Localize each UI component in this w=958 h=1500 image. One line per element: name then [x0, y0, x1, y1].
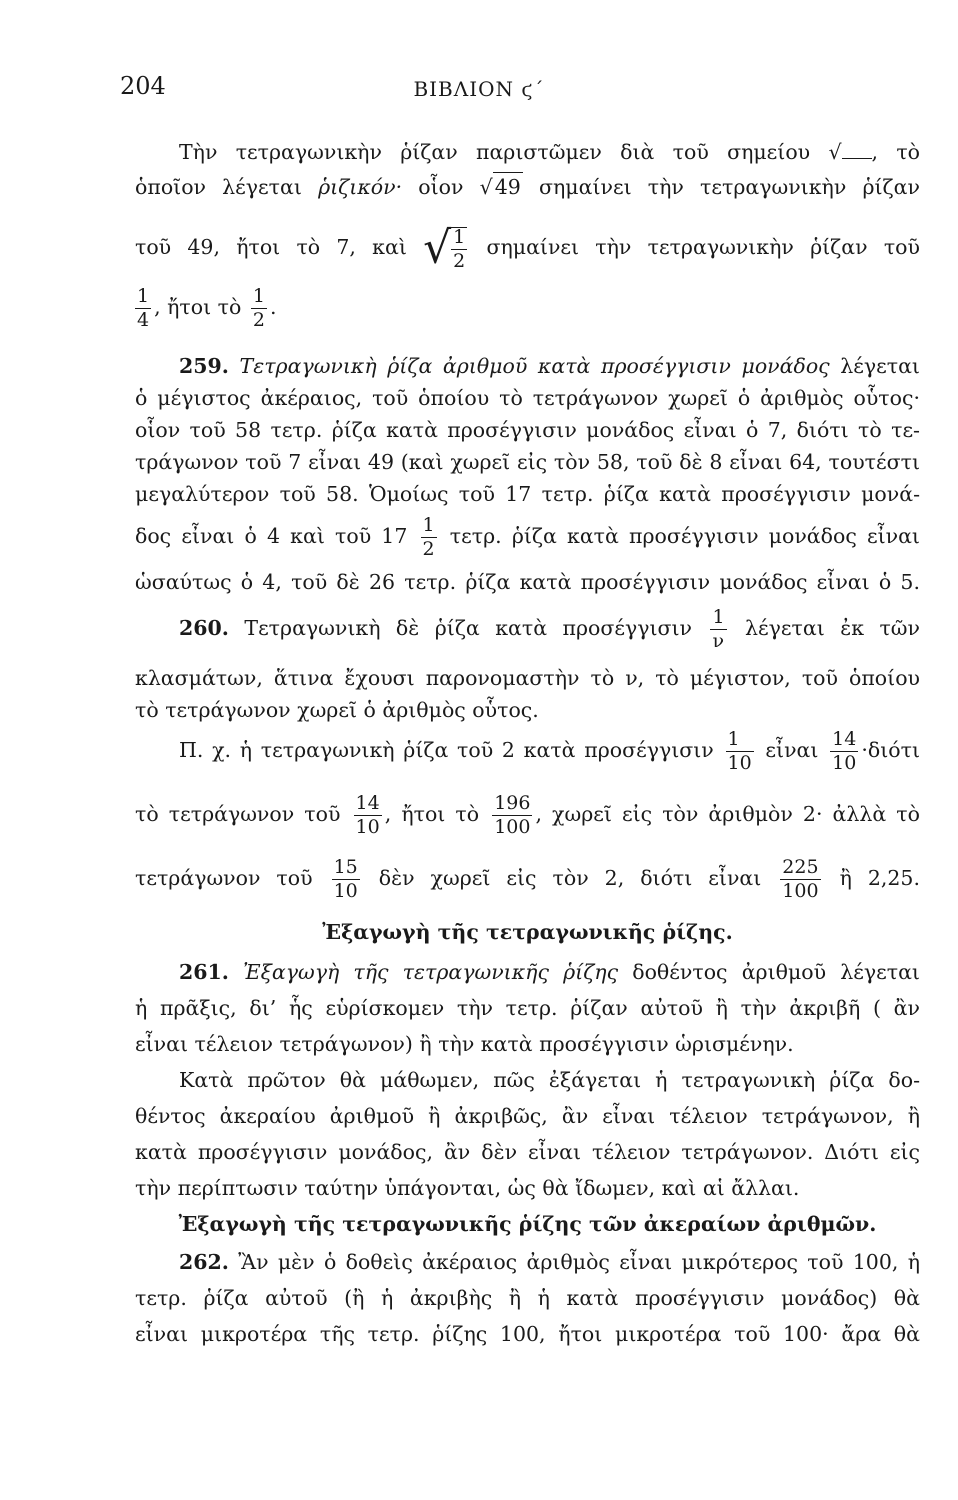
- text-span: λέγεται: [840, 354, 920, 378]
- subheading-integers: Ἐξαγωγὴ τῆς τετραγωνικῆς ῥίζης τῶν ἀκεραίων ἀριθμῶν.: [178, 1212, 877, 1236]
- fraction-denominator: 10: [333, 880, 358, 902]
- text-line-24: κατὰ προσέγγισιν μονάδος, ἂν δὲν εἶναι τέλειον τετράγωνον. Διότι εἰς: [135, 1140, 920, 1164]
- text-line-6: ὁ μέγιστος ἀκέραιος, τοῦ ὁποίου τὸ τετράγωνον χωρεῖ ὁ ἀριθμὸς οὗτος·: [135, 386, 920, 410]
- fraction-denominator: 100: [494, 816, 531, 838]
- text-span: Π. χ. ἡ τετραγωνικὴ ῥίζα τοῦ 2 κατὰ προσέγγισιν: [179, 738, 714, 762]
- fraction-numerator: 1: [726, 730, 754, 752]
- text-line-20: ἡ πρᾶξις, δι’ ἧς εὑρίσκομεν τὴν τετρ. ῥίζαν αὐτοῦ ἢ τὴν ἀκριβῆ ( ἂν: [135, 996, 920, 1020]
- radical-symbol: √: [828, 140, 842, 164]
- text-span: ·διότι: [861, 738, 920, 762]
- italic-definition: Τετραγωνικὴ ῥίζα ἀριθμοῦ κατὰ προσέγγισιν μονάδος: [239, 354, 830, 378]
- text-span: δοθέντος ἀριθμοῦ λέγεται: [632, 960, 920, 984]
- section-number: 262.: [179, 1250, 229, 1274]
- fraction-denominator: ν: [712, 630, 725, 652]
- fraction-denominator: 2: [453, 249, 466, 272]
- text-span: λέγεται ἐκ τῶν: [745, 616, 920, 640]
- radical-symbol: √: [423, 222, 452, 274]
- text-span: δος εἶναι ὁ 4 καὶ τοῦ 17: [135, 524, 408, 548]
- fraction-denominator: 10: [832, 752, 857, 774]
- fraction-numerator: 1: [252, 285, 265, 307]
- text-span: οἷον: [418, 175, 464, 199]
- radical-symbol: √: [479, 175, 493, 199]
- fraction-numerator: 225: [782, 856, 819, 878]
- text-span: ἢ 2,25.: [839, 866, 920, 890]
- section-number: 261.: [179, 960, 229, 984]
- text-span: , τὸ: [871, 140, 920, 164]
- text-span: εἶναι: [765, 738, 819, 762]
- text-span: τετράγωνον τοῦ: [135, 866, 313, 890]
- text-line-8: τράγωνον τοῦ 7 εἶναι 49 (καὶ χωρεῖ εἰς τὸν 58, τοῦ δὲ 8 εἶναι 64, τουτέστι: [135, 450, 920, 474]
- fraction-denominator: 10: [355, 816, 380, 838]
- text-line-3: [135, 222, 920, 274]
- fraction-denominator: 100: [782, 880, 819, 902]
- section-260-heading: [135, 606, 920, 651]
- fraction-numerator: 1: [422, 514, 435, 536]
- page-number: 204: [120, 72, 166, 100]
- text-line-2: [135, 172, 920, 201]
- fraction-denominator: 10: [727, 752, 752, 774]
- text-line-29: εἶναι μικροτέρα τῆς τετρ. ῥίζης 100, ἤτοι μικροτέρα τοῦ 100· ἄρα θὰ: [135, 1322, 920, 1346]
- fraction-numerator: 14: [355, 792, 380, 814]
- subheading-extraction: Ἐξαγωγὴ τῆς τετραγωνικῆς ῥίζης.: [322, 920, 733, 944]
- fraction-denominator: 2: [252, 309, 265, 331]
- fraction-numerator: 15: [333, 856, 358, 878]
- text-line-17: [135, 856, 920, 901]
- section-number: 260.: [179, 616, 229, 640]
- text-line-11: ὡσαύτως ὁ 4, τοῦ δὲ 26 τετρ. ῥίζα κατὰ προσέγγισιν μονάδος εἶναι ὁ 5.: [135, 570, 920, 594]
- text-span: , χωρεῖ εἰς τὸν ἀριθμὸν 2· ἀλλὰ τὸ: [535, 802, 920, 826]
- text-span: ὁποῖον λέγεται: [135, 175, 302, 199]
- text-line-13: κλασμάτων, ἅτινα ἔχουσι παρονομαστὴν τὸ ν, τὸ μέγιστον, τοῦ ὁποίου: [135, 666, 920, 690]
- text-line-22: Κατὰ πρῶτον θὰ μάθωμεν, πῶς ἐξάγεται ἡ τετραγωνικὴ ῥίζα δο-: [179, 1068, 920, 1092]
- text-line-10: [135, 514, 920, 559]
- text-line-21: εἶναι τέλειον τετράγωνον) ἢ τὴν κατὰ προσέγγισιν ὡρισμένην.: [135, 1032, 794, 1056]
- italic-term: ῥιζικόν·: [318, 175, 403, 199]
- fraction-denominator: 4: [137, 309, 150, 331]
- text-span: Τὴν τετραγωνικὴν ῥίζαν παριστῶμεν διὰ τοῦ σημείου: [179, 140, 811, 164]
- text-span: τὸ τετράγωνον τοῦ: [135, 802, 341, 826]
- text-span: , ἤτοι τὸ: [384, 802, 480, 826]
- text-line-16: [135, 792, 920, 837]
- fraction-numerator: 1: [453, 225, 466, 248]
- text-span: σημαίνει τὴν τετραγωνικὴν ῥίζαν: [539, 175, 920, 199]
- text-line-25: τὴν περίπτωσιν ταύτην ὑπάγονται, ὡς θὰ ἴδωμεν, καὶ αἱ ἄλλαι.: [135, 1176, 800, 1200]
- text-line-7: οἷον τοῦ 58 τετρ. ῥίζα κατὰ προσέγγισιν μονάδος εἶναι ὁ 7, διότι τὸ τε-: [135, 418, 920, 442]
- running-head: ΒΙΒΛΙΟΝ ϛ΄: [413, 77, 545, 101]
- text-span: τετρ. ῥίζα κατὰ προσέγγισιν μονάδος εἶναι: [449, 524, 920, 548]
- fraction-numerator: 196: [494, 792, 531, 814]
- radical-half: [423, 222, 470, 274]
- text-span: , ἤτοι τὸ: [154, 295, 242, 319]
- section-number: 259.: [179, 354, 229, 378]
- text-line-1: [135, 138, 920, 166]
- text-span: Τετραγωνικὴ δὲ ῥίζα κατὰ προσέγγισιν: [244, 616, 693, 640]
- fraction-denominator: 2: [422, 538, 435, 560]
- fraction-numerator: 1: [712, 606, 725, 628]
- section-262-heading: [135, 1248, 920, 1276]
- fraction-numerator: 14: [832, 728, 857, 750]
- text-span: δὲν χωρεῖ εἰς τὸν 2, διότι εἶναι: [378, 866, 762, 890]
- fraction-numerator: 1: [137, 285, 150, 307]
- italic-definition: Ἐξαγωγὴ τῆς τετραγωνικῆς ῥίζης: [243, 960, 619, 984]
- text-line-9: μεγαλύτερον τοῦ 58. Ὁμοίως τοῦ 17 τετρ. ῥίζα κατὰ προσέγγισιν μονά-: [135, 482, 920, 506]
- text-span: σημαίνει τὴν τετραγωνικὴν ῥίζαν τοῦ: [486, 235, 920, 259]
- text-line-14: τὸ τετράγωνον χωρεῖ ὁ ἀριθμὸς οὗτος.: [135, 698, 539, 722]
- text-span: Ἂν μὲν ὁ δοθεὶς ἀκέραιος ἀριθμὸς εἶναι μικρότερος τοῦ 100, ἡ: [238, 1250, 920, 1274]
- section-261-heading: [135, 958, 920, 986]
- section-259-heading: [135, 352, 920, 380]
- text-line-15: [135, 728, 920, 773]
- radicand: 49: [493, 172, 523, 201]
- text-span: .: [269, 295, 277, 319]
- text-line-23: θέντος ἀκεραίου ἀριθμοῦ ἢ ἀκριβῶς, ἂν εἶναι τέλειον τετράγωνον, ἢ: [135, 1104, 920, 1128]
- radical-49: [480, 172, 523, 201]
- text-line-28: τετρ. ῥίζα αὐτοῦ (ἢ ἡ ἀκριβὴς ἢ ἡ κατὰ προσέγγισιν μονάδος) θὰ: [135, 1286, 920, 1310]
- text-line-4: [135, 285, 920, 330]
- text-span: τοῦ 49, ἤτοι τὸ 7, καὶ: [135, 235, 407, 259]
